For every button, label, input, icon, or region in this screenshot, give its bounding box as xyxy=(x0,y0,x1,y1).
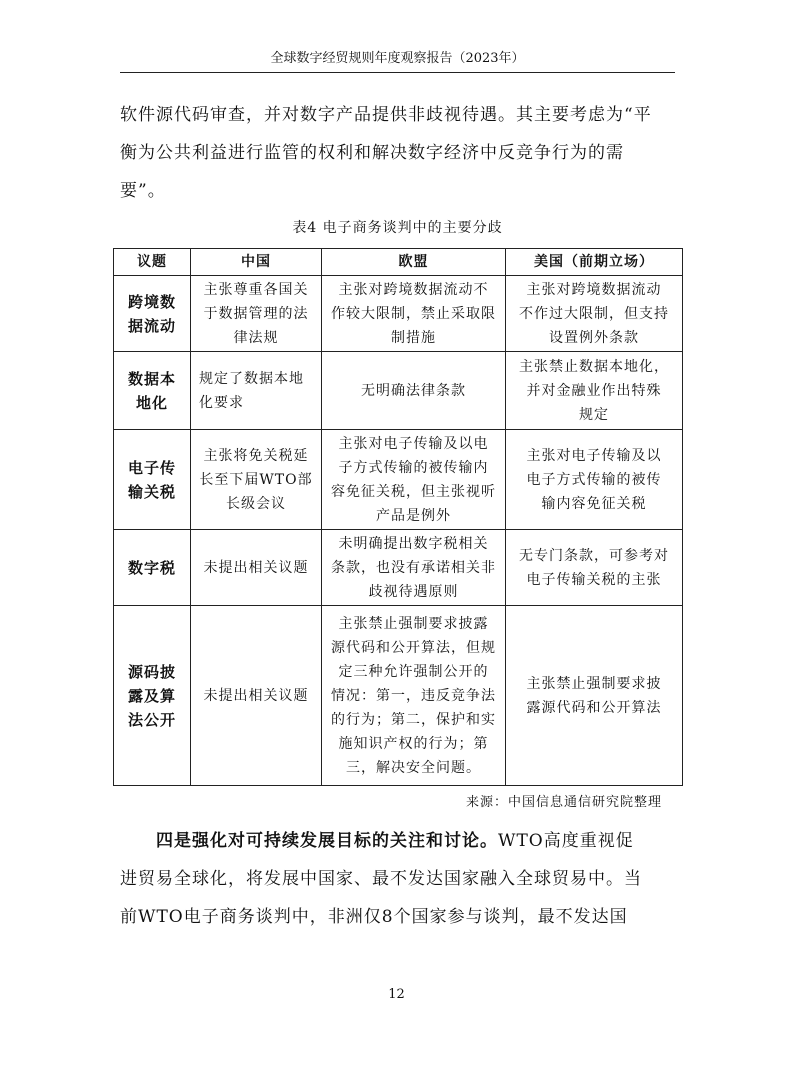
china-cell xyxy=(191,276,322,352)
cell-line: 作较大限制，禁止采取限 xyxy=(331,305,496,322)
cell-line: 主张禁止强制要求披 xyxy=(526,675,662,692)
table-source-note: 来源：中国信息通信研究院整理 xyxy=(465,795,662,810)
table-row xyxy=(114,606,683,786)
cell-line: 源码披 xyxy=(127,662,176,681)
cell-line: 输关税 xyxy=(127,482,176,501)
cell-line: 的行为；第二，保护和实 xyxy=(331,711,496,728)
cell-line: 不作过大限制，但支持 xyxy=(519,305,669,322)
eu-cell xyxy=(322,530,506,606)
column-header: 欧盟 xyxy=(322,249,506,276)
cell-line: 三，解决安全问题。 xyxy=(346,759,481,776)
china-cell xyxy=(191,430,322,530)
paragraph-line: 进贸易全球化，将发展中国家、最不发达国家融入全球贸易中。当 xyxy=(120,869,642,889)
eu-cell xyxy=(322,606,506,786)
table-row xyxy=(114,530,683,606)
header-rule xyxy=(120,72,675,73)
cell-line: 定三种允许强制公开的 xyxy=(338,663,489,680)
cell-line: 法公开 xyxy=(127,710,176,729)
cell-line: 主张对电子传输及以电 xyxy=(338,435,489,452)
eu-cell xyxy=(322,430,506,530)
topic-cell xyxy=(114,276,191,352)
cell-line: 设置例外条款 xyxy=(549,329,639,346)
us-cell xyxy=(506,430,683,530)
table-header-row xyxy=(114,249,683,276)
eu-cell xyxy=(322,276,506,352)
table-row xyxy=(114,352,683,430)
cell-line: 数字税 xyxy=(127,558,176,577)
cell-line: 无明确法律条款 xyxy=(361,382,466,399)
cell-line: 未提出相关议题 xyxy=(203,559,309,576)
cell-line: 子方式传输的被传输内 xyxy=(338,459,489,476)
cell-line: 据流动 xyxy=(127,316,176,335)
divergence-table xyxy=(113,248,683,786)
cell-line: 规定 xyxy=(579,406,609,423)
cell-line: 并对金融业作出特殊 xyxy=(526,382,662,399)
paragraph-line: 前WTO电子商务谈判中，非洲仅8个国家参与谈判，最不发达国 xyxy=(120,907,628,927)
us-cell xyxy=(506,530,683,606)
cell-line: 长级会议 xyxy=(226,495,286,512)
cell-line: 源代码和公开算法，但规 xyxy=(331,639,496,656)
cell-line: 规定了数据本地 xyxy=(199,370,304,387)
china-cell xyxy=(191,530,322,606)
column-header: 美国（前期立场） xyxy=(506,249,683,276)
cell-line: 情况：第一，违反竞争法 xyxy=(331,687,496,704)
cell-line: 电子传输关税的主张 xyxy=(526,571,662,588)
topic-cell xyxy=(114,430,191,530)
cell-line: 歧视待遇原则 xyxy=(368,583,459,600)
cell-line: 长至下届WTO部 xyxy=(199,471,313,488)
column-header: 议题 xyxy=(114,249,191,276)
cell-line: 无专门条款，可参考对 xyxy=(519,547,669,564)
paragraph-line: 软件源代码审查，并对数字产品提供非歧视待遇。其主要考虑为“平 xyxy=(120,105,652,125)
cell-line: 主张对跨境数据流动 xyxy=(526,281,662,298)
cell-line: 地化 xyxy=(135,393,168,412)
china-cell xyxy=(191,352,322,430)
eu-cell xyxy=(322,352,506,430)
cell-line: 露及算 xyxy=(127,686,176,705)
page-number: 12 xyxy=(388,987,405,1002)
cell-line: 于数据管理的法 xyxy=(203,305,309,322)
cell-line: 未明确提出数字税相关 xyxy=(338,535,489,552)
paragraph-lead: 四是强化对可持续发展目标的关注和讨论。 xyxy=(156,831,498,851)
column-header: 中国 xyxy=(191,249,322,276)
cell-line: 条款，也没有承诺相关非 xyxy=(331,559,496,576)
table-row xyxy=(114,276,683,352)
us-cell xyxy=(506,606,683,786)
cell-line: 产品是例外 xyxy=(376,507,451,524)
cell-line: 主张禁止数据本地化， xyxy=(519,358,669,375)
paragraph-text: WTO高度重视促 xyxy=(498,831,634,851)
cell-line: 电子方式传输的被传 xyxy=(526,471,662,488)
cell-line: 主张尊重各国关 xyxy=(203,281,309,298)
cell-line: 容免征关税，但主张视听 xyxy=(331,483,496,500)
cell-line: 输内容免征关税 xyxy=(541,495,647,512)
cell-line: 制措施 xyxy=(391,329,436,346)
paragraph-line: 要”。 xyxy=(120,181,166,201)
cell-line: 律法规 xyxy=(233,329,279,346)
cell-line: 施知识产权的行为；第 xyxy=(338,735,489,752)
cell-line: 露源代码和公开算法 xyxy=(526,699,662,716)
paragraph-intro xyxy=(120,96,665,210)
cell-line: 电子传 xyxy=(127,458,176,477)
paragraph-line xyxy=(120,822,665,860)
topic-cell xyxy=(114,606,191,786)
running-header: 全球数字经贸规则年度观察报告（2023年） xyxy=(270,51,525,66)
cell-line: 化要求 xyxy=(199,394,244,411)
cell-line: 数据本 xyxy=(127,369,176,388)
paragraph-line: 衡为公共利益进行监管的权利和解决数字经济中反竞争行为的需 xyxy=(120,143,624,163)
table-row xyxy=(114,430,683,530)
cell-line: 跨境数 xyxy=(127,292,176,311)
topic-cell xyxy=(114,352,191,430)
us-cell xyxy=(506,352,683,430)
paragraph-sustainability xyxy=(120,822,665,936)
us-cell xyxy=(506,276,683,352)
cell-line: 主张将免关税延 xyxy=(203,447,309,464)
cell-line: 主张对跨境数据流动不 xyxy=(338,281,489,298)
cell-line: 主张禁止强制要求披露 xyxy=(338,615,489,632)
cell-line: 未提出相关议题 xyxy=(203,687,309,704)
cell-line: 主张对电子传输及以 xyxy=(526,447,662,464)
china-cell xyxy=(191,606,322,786)
table-caption: 表4 电子商务谈判中的主要分歧 xyxy=(292,220,503,236)
topic-cell xyxy=(114,530,191,606)
